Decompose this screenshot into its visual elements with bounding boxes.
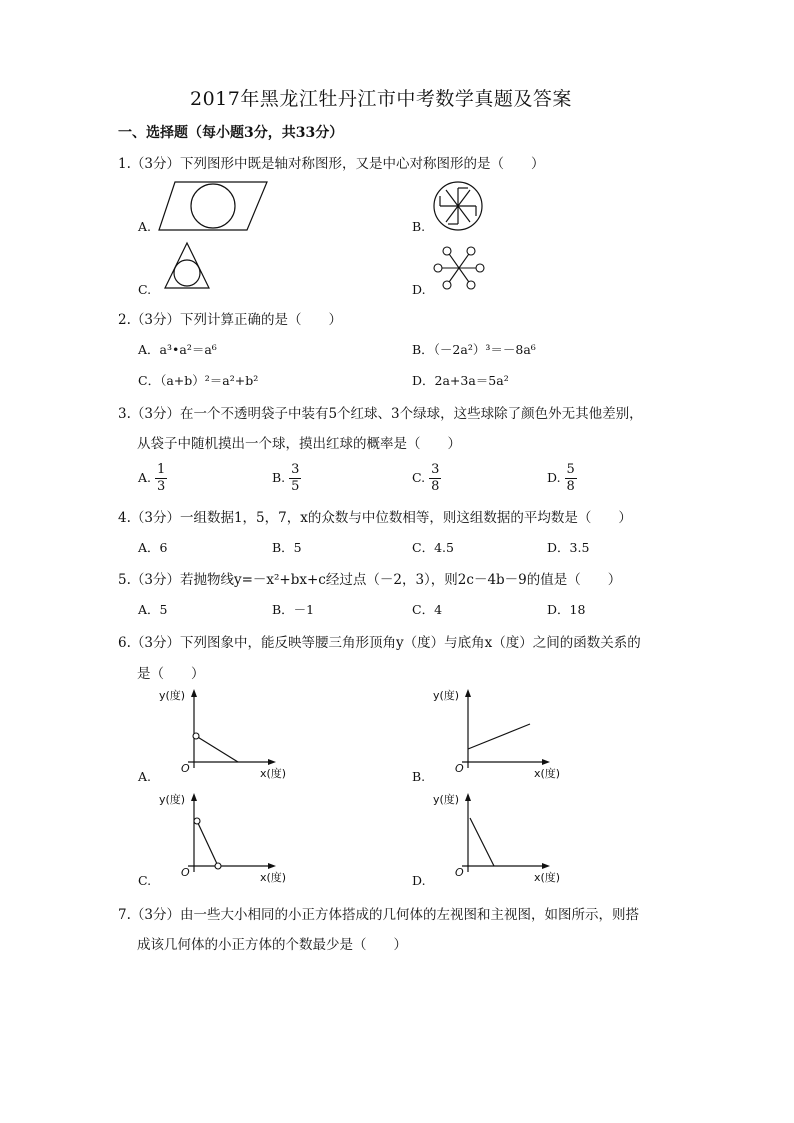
q4-option-b: B．5 [272, 540, 302, 555]
q5-option-d: D．18 [547, 602, 586, 617]
y-axis-label: y(度) [159, 793, 186, 806]
y-axis-arrow [465, 793, 471, 801]
fraction [289, 462, 301, 495]
fraction [565, 462, 577, 495]
open-endpoint [215, 863, 221, 869]
q4-option-d: D．3.5 [547, 540, 590, 555]
q1-option-b-figure [432, 180, 484, 232]
section-heading: 一、选择题（每小题3分，共33分） [118, 125, 344, 141]
triangle-shape [165, 243, 209, 288]
q1-option-a-label: A. [138, 219, 152, 234]
fraction [429, 462, 441, 495]
q2-option-b: B．（－2a²）³＝－8a⁶ [412, 342, 536, 357]
y-axis-arrow [191, 793, 197, 801]
open-endpoint [194, 818, 200, 824]
q2-option-c: C．（a+b）²＝a²+b² [138, 373, 259, 388]
page-title: 2017年黑龙江牡丹江市中考数学真题及答案 [190, 88, 572, 110]
y-axis-arrow [465, 689, 471, 697]
option-label: C. [412, 470, 426, 485]
q1-option-b-label: B. [412, 219, 426, 234]
q2-option-d: D．2a+3a＝5a² [412, 373, 509, 388]
numerator: 3 [431, 462, 440, 477]
option-label: A. [138, 470, 152, 485]
origin-label: O [455, 866, 464, 879]
x-axis-label: x(度) [534, 871, 561, 884]
x-axis-label: x(度) [260, 871, 287, 884]
function-line [470, 818, 494, 866]
question-2-stem: 2.（3分）下列计算正确的是（ ） [118, 312, 342, 328]
question-3-stem-line2: 从袋子中随机摸出一个球，摸出红球的概率是（ ） [137, 436, 461, 452]
numerator: 1 [157, 462, 166, 477]
origin-label: O [181, 866, 190, 879]
q1-option-c-label: C. [138, 282, 152, 297]
q6-option-a-label: A. [138, 769, 152, 784]
denominator: 8 [431, 479, 440, 494]
x-axis-label: x(度) [534, 767, 561, 780]
option-label: D. [547, 470, 561, 485]
denominator: 3 [157, 479, 166, 494]
q1-option-d-figure [432, 244, 486, 292]
question-6-stem-line1: 6.（3分）下列图象中，能反映等腰三角形顶角y（度）与底角x（度）之间的函数关系的 [118, 635, 641, 651]
question-3-stem-line1: 3.（3分）在一个不透明袋子中装有5个红球、3个绿球，这些球除了颜色外无其他差别， [118, 406, 643, 422]
q5-option-a: A．5 [138, 602, 168, 617]
circle-shape [174, 260, 200, 286]
origin-label: O [455, 762, 464, 775]
question-7-stem-line2: 成该几何体的小正方体的个数最少是（ ） [137, 937, 407, 953]
function-line [197, 821, 218, 866]
circle-shape [191, 184, 235, 228]
question-7-stem-line1: 7.（3分）由一些大小相同的小正方体搭成的几何体的左视图和主视图，如图所示，则搭 [118, 907, 639, 923]
numerator: 5 [566, 462, 575, 477]
fraction [155, 462, 167, 495]
q3-option-a [138, 462, 167, 495]
y-axis-label: y(度) [159, 689, 186, 702]
option-label: B. [272, 470, 286, 485]
question-5-stem: 5.（3分）若抛物线y=－x²+bx+c经过点（－2，3），则2c－4b－9的值是（ ） [118, 572, 622, 588]
q6-option-d-label: D. [412, 873, 426, 888]
function-line [468, 724, 530, 749]
six-spoke-shape [434, 247, 484, 289]
q1-option-a-figure [155, 178, 275, 236]
q5-option-c: C．4 [412, 602, 443, 617]
q5-option-b: B．－1 [272, 602, 315, 617]
parallelogram-shape [159, 182, 267, 230]
denominator: 8 [566, 479, 575, 494]
x-axis-label: x(度) [260, 767, 287, 780]
q3-option-d [547, 462, 577, 495]
q3-option-b [272, 462, 301, 495]
question-6-stem-line2: 是（ ） [137, 666, 205, 682]
numerator: 3 [291, 462, 300, 477]
question-1-stem: 1.（3分）下列图形中既是轴对称图形，又是中心对称图形的是（ ） [118, 156, 545, 172]
q1-option-d-label: D. [412, 282, 426, 297]
y-axis-label: y(度) [433, 793, 460, 806]
denominator: 5 [291, 479, 300, 494]
q6-option-b-label: B. [412, 769, 426, 784]
pinwheel-shape [440, 188, 476, 224]
q4-option-c: C．4.5 [412, 540, 454, 555]
q4-option-a: A．6 [138, 540, 168, 555]
y-axis-arrow [191, 689, 197, 697]
function-line [196, 736, 238, 762]
q6-option-c-label: C. [138, 873, 152, 888]
origin-label: O [181, 762, 190, 775]
q1-option-c-figure [162, 240, 212, 292]
q3-option-c [412, 462, 441, 495]
y-axis-label: y(度) [433, 689, 460, 702]
open-endpoint [193, 733, 199, 739]
q2-option-a: A．a³•a²＝a⁶ [138, 342, 217, 357]
question-4-stem: 4.（3分）一组数据1，5，7，x的众数与中位数相等，则这组数据的平均数是（ ） [118, 510, 632, 526]
